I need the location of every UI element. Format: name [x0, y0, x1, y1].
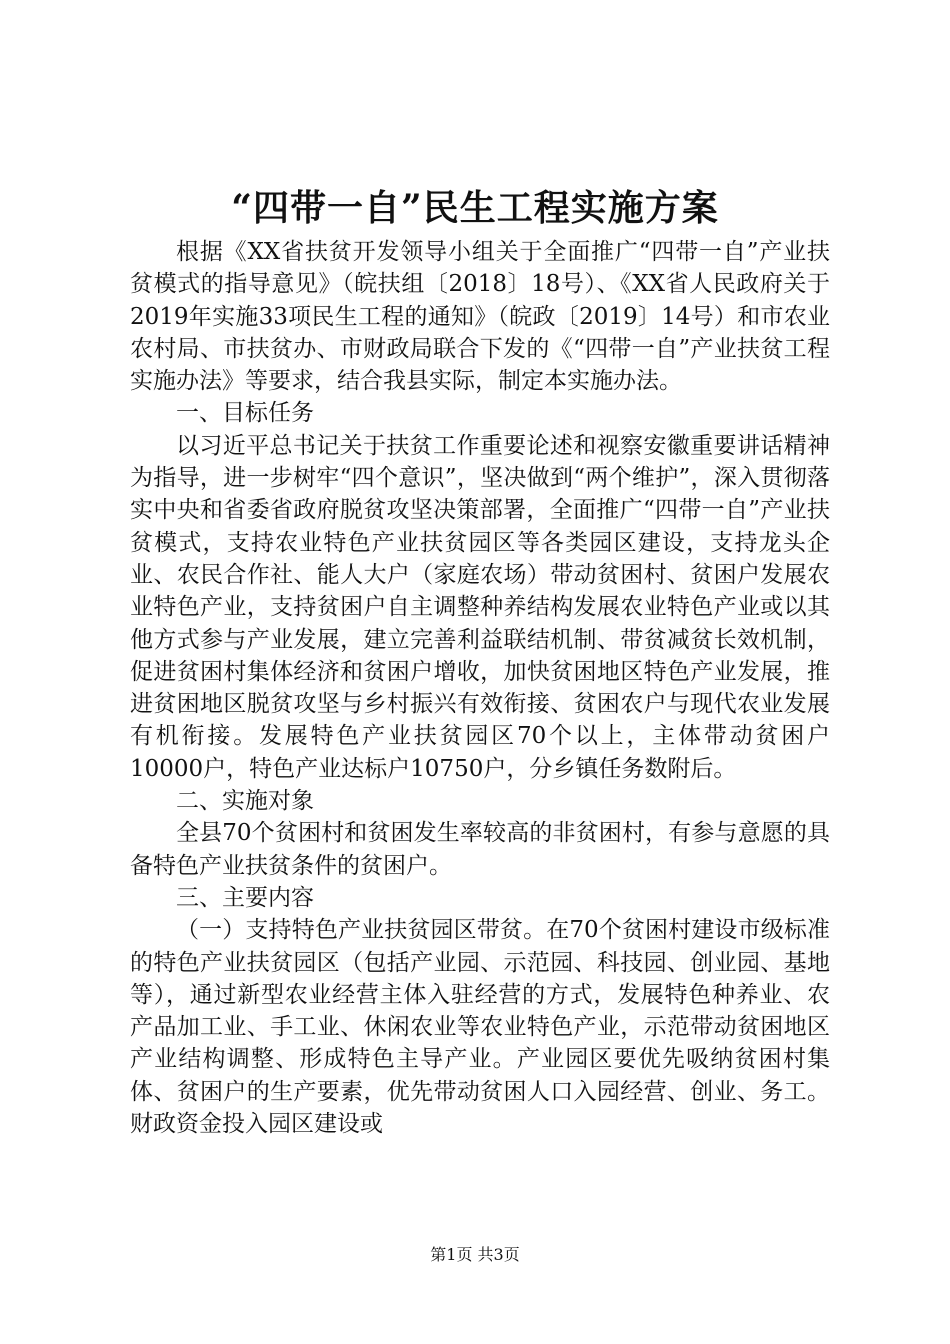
document-body — [130, 236, 830, 1140]
page-footer: 第1页 共3页 — [430, 1245, 520, 1264]
intro-paragraph: 根据《XX省扶贫开发领导小组关于全面推广“四带一自”产业扶贫模式的指导意见》（皖扶组〔2018〕18号）、《XX省人民政府关于2019年实施33项民生工程的通知》（皖政〔2019〕14号）和市农业农村局、市扶贫办、市财政局联合下发的《“四带一自”产业扶贫工程实施办法》等要求，结合我县实际，制定本实施办法。 — [130, 239, 830, 395]
targets-paragraph: 全县70个贫困村和贫困发生率较高的非贫困村，有参与意愿的具备特色产业扶贫条件的贫困户。 — [130, 820, 830, 879]
section-heading-goals: 一、目标任务 — [176, 400, 314, 427]
document-title: “四带一自”民生工程实施方案 — [231, 187, 719, 229]
goals-paragraph: 以习近平总书记关于扶贫工作重要论述和视察安徽重要讲话精神为指导，进一步树牢“四个意识”，坚决做到“两个维护”，深入贯彻落实中央和省委省政府脱贫攻坚决策部署，全面推广“四带一自”产业扶贫模式，支持农业特色产业扶贫园区等各类园区建设，支持龙头企业、农民合作社、能人大户（家庭农场）带动贫困村、贫困户发展农业特色产业，支持贫困户自主调整种养结构发展农业特色产业或以其他方式参与产业发展，建立完善利益联结机制、带贫减贫长效机制，促进贫困村集体经济和贫困户增收，加快贫困地区特色产业发展，推进贫困地区脱贫攻坚与乡村振兴有效衔接、贫困农户与现代农业发展有机衔接。发展特色产业扶贫园区70个以上，主体带动贫困户10000户，特色产业达标户10750户，分乡镇任务数附后。 — [130, 432, 830, 782]
content-paragraph-1: （一）支持特色产业扶贫园区带贫。在70个贫困村建设市级标准的特色产业扶贫园区（包括产业园、示范园、科技园、创业园、基地等），通过新型农业经营主体入驻经营的方式，发展特色种养业、农产品加工业、手工业、休闲农业等农业特色产业，示范带动贫困地区产业结构调整、形成特色主导产业。产业园区要优先吸纳贫困村集体、贫困户的生产要素，优先带动贫困人口入园经营、创业、务工。财政资金投入园区建设或 — [130, 917, 830, 1138]
section-heading-targets: 二、实施对象 — [176, 788, 314, 815]
section-heading-content: 三、主要内容 — [176, 884, 314, 911]
